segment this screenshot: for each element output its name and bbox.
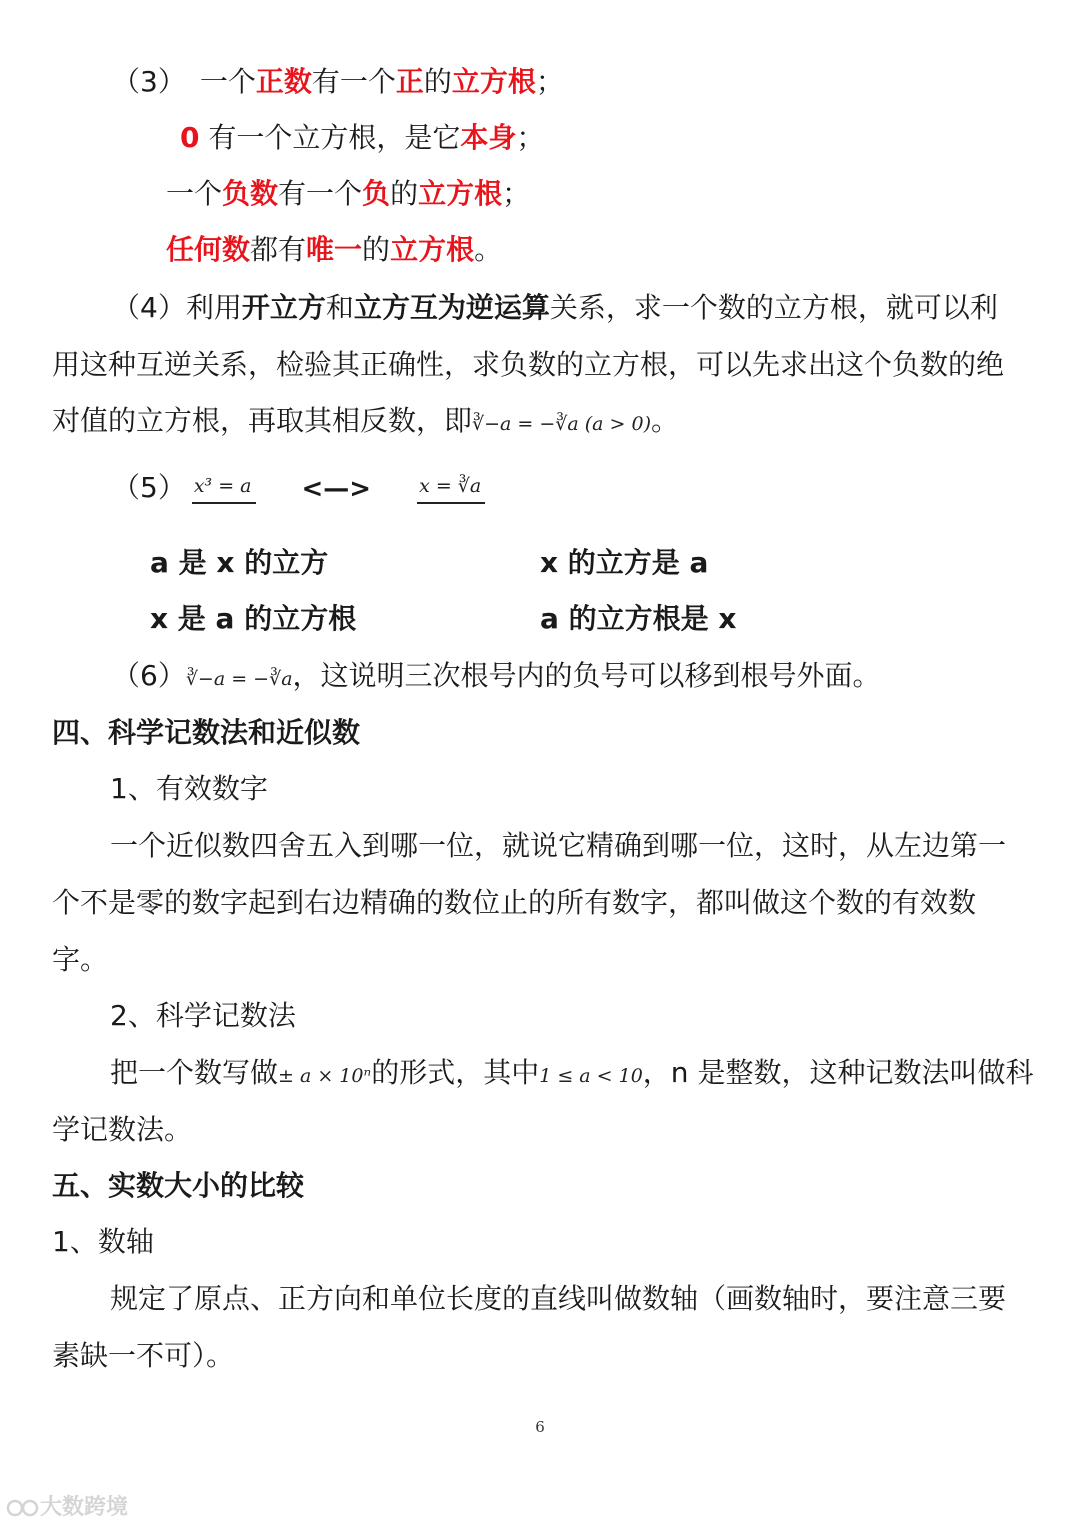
- section-4-sub-2: 2、科学记数法: [110, 999, 296, 1032]
- text: ，n 是整数，这种记数法叫做科: [642, 1056, 1034, 1089]
- text: 的: [362, 233, 391, 266]
- rich-text: [112, 291, 998, 324]
- double-arrow: <—>: [301, 474, 372, 504]
- item-number: （3）: [112, 65, 186, 98]
- item4-line3: [52, 401, 679, 444]
- text: ；: [516, 121, 545, 154]
- highlight-bold: 立方互为逆运算: [353, 291, 550, 324]
- highlight-red: 本身: [460, 121, 517, 154]
- item-number: （5）: [112, 471, 186, 504]
- item6-line: [112, 656, 881, 699]
- formula-cube: x³ = a: [192, 474, 256, 504]
- text: 的: [390, 177, 419, 210]
- highlight-red: 0: [180, 121, 200, 154]
- paragraph-line: [110, 1053, 1033, 1096]
- text: 一个: [199, 65, 256, 98]
- scientific-notation-formula: ± a × 10ⁿ: [278, 1065, 372, 1087]
- highlight-red: 正: [395, 65, 424, 98]
- paragraph-line: 学记数法。: [52, 1113, 193, 1146]
- paragraph-line: 规定了原点、正方向和单位长度的直线叫做数轴（画数轴时，要注意三要: [110, 1282, 1007, 1315]
- highlight-red: 正数: [255, 65, 312, 98]
- text: 把一个数写做: [110, 1056, 279, 1089]
- text: ；: [535, 65, 564, 98]
- text: （4）利用: [112, 291, 242, 324]
- text: 。: [474, 233, 503, 266]
- highlight-red: 负: [362, 177, 391, 210]
- highlight-red: 立方根: [390, 233, 475, 266]
- range-formula: 1 ≤ a < 10: [539, 1065, 643, 1087]
- text: 。: [651, 404, 680, 437]
- rich-text: [166, 177, 530, 210]
- highlight-red: 立方根: [418, 177, 503, 210]
- paragraph-line: 一个近似数四舍五入到哪一位，就说它精确到哪一位，这时，从左边第一: [110, 829, 1007, 862]
- text: 都有: [250, 233, 307, 266]
- text: 关系，求一个数的立方根，就可以利: [549, 291, 998, 324]
- text: 和: [325, 291, 354, 324]
- text: 的: [423, 65, 452, 98]
- highlight-red: 唯一: [306, 233, 363, 266]
- item5-line: [112, 468, 485, 509]
- item4-line1: [112, 288, 998, 328]
- text: 有一个: [311, 65, 396, 98]
- watermark-text: 大数跨境: [40, 1495, 129, 1520]
- item-number: （6）: [112, 659, 186, 692]
- text: 的形式，其中: [371, 1056, 540, 1089]
- formula-root: x = ∛a: [417, 474, 485, 504]
- item3-line4: [166, 230, 502, 270]
- highlight-red: 负数: [222, 177, 279, 210]
- relation-1-left: a 是 x 的立方: [150, 546, 329, 579]
- page-number: 6: [535, 1418, 545, 1436]
- rich-text: [166, 233, 502, 266]
- section-4-sub-1: 1、有效数字: [110, 772, 268, 805]
- cube-root-formula: ∛−a = −∛a (a > 0): [472, 413, 652, 435]
- watermark-logo-icon: [6, 1496, 40, 1520]
- text: 有一个: [278, 177, 363, 210]
- paragraph-line: 个不是零的数字起到右边精确的数位止的所有数字，都叫做这个数的有效数: [52, 886, 977, 919]
- text: ，这说明三次根号内的负号可以移到根号外面。: [292, 659, 881, 692]
- rich-text: [180, 121, 544, 154]
- text: 对值的立方根，再取其相反数，即: [52, 404, 473, 437]
- section-5-title: 五、实数大小的比较: [52, 1169, 305, 1202]
- rich-text: [200, 65, 564, 98]
- watermark: [6, 1490, 128, 1521]
- highlight-red: 任何数: [166, 233, 251, 266]
- text: ；: [502, 177, 531, 210]
- item3-line2: [180, 118, 544, 158]
- highlight-bold: 开立方: [241, 291, 326, 324]
- item3-line1: [112, 62, 564, 102]
- item3-line3: [166, 174, 530, 214]
- text: 有一个立方根，是它: [199, 121, 461, 154]
- section-4-title: 四、科学记数法和近似数: [52, 716, 361, 749]
- paragraph-line: 字。: [52, 943, 109, 976]
- text: 一个: [166, 177, 223, 210]
- item4-line2: 用这种互逆关系，检验其正确性，求负数的立方根，可以先求出这个负数的绝: [52, 348, 1005, 381]
- highlight-red: 立方根: [451, 65, 536, 98]
- section-5-sub-1: 1、数轴: [52, 1225, 154, 1258]
- relation-2-left: x 是 a 的立方根: [150, 602, 357, 635]
- relation-1-right: x 的立方是 a: [540, 546, 709, 579]
- relation-2-right: a 的立方根是 x: [540, 602, 737, 635]
- cube-root-formula: ∛−a = −∛a: [185, 668, 293, 690]
- paragraph-line: 素缺一不可）。: [52, 1339, 235, 1372]
